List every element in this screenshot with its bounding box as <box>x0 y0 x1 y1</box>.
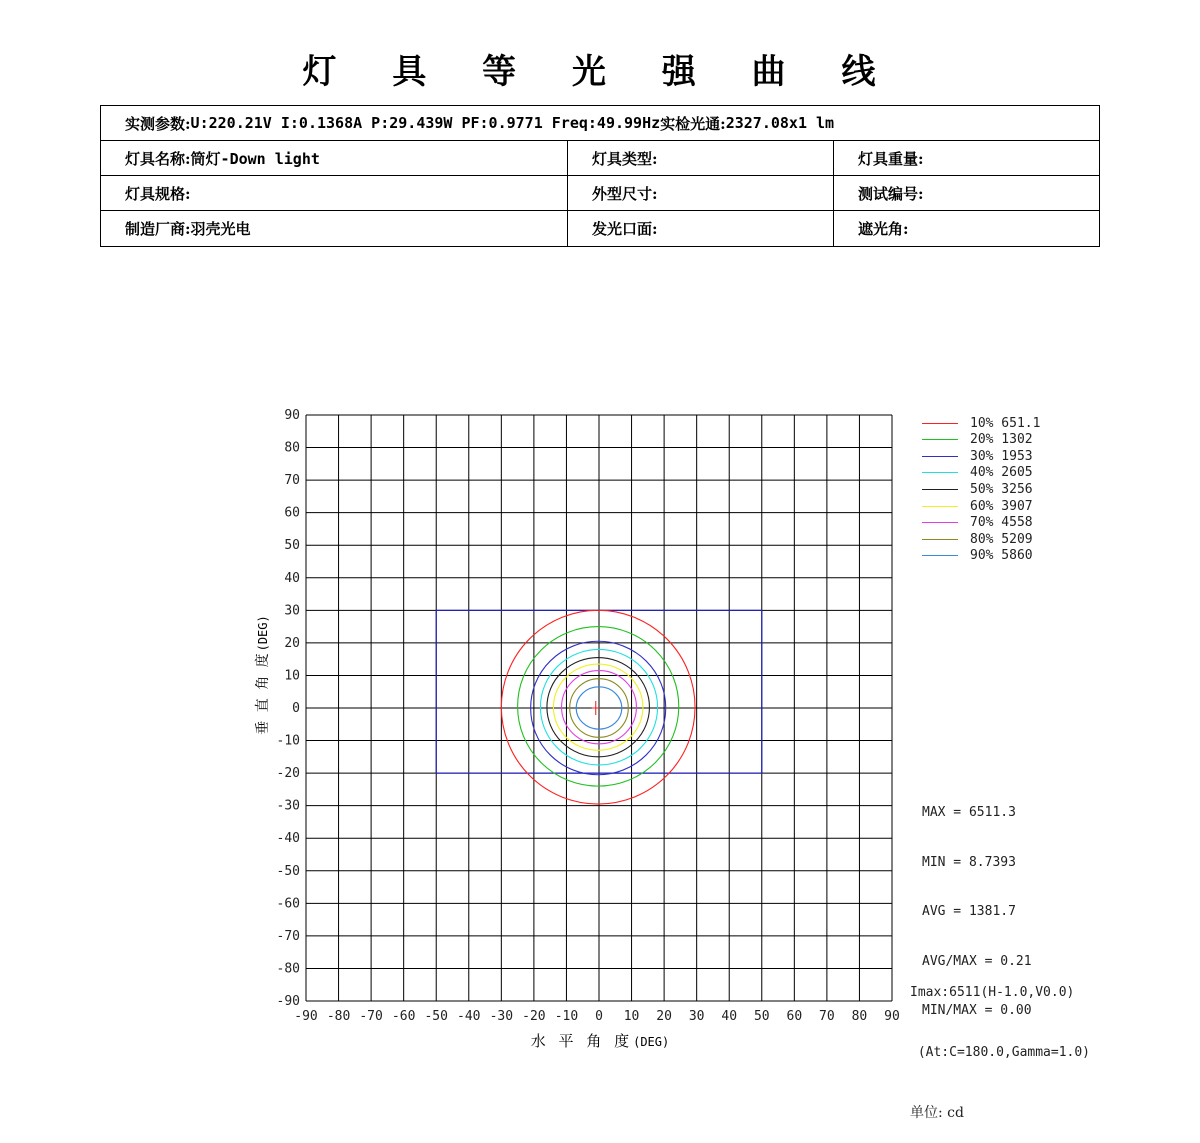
contour-5 <box>547 658 650 757</box>
x-tick-17: 80 <box>851 1009 868 1024</box>
imax-line2: (At:C=180.0,Gamma=1.0) <box>910 1045 1091 1060</box>
x-tick-14: 50 <box>753 1009 770 1024</box>
legend-label-5: 50% 3256 <box>970 481 1033 497</box>
legend-label-4: 40% 2605 <box>970 465 1033 481</box>
legend-label-7: 70% 4558 <box>970 515 1033 531</box>
legend-item-2 <box>922 432 1033 448</box>
stat-max: MAX = 6511.3 <box>922 805 1016 820</box>
x-tick-1: -80 <box>326 1009 351 1024</box>
legend-label-9: 90% 5860 <box>970 548 1033 564</box>
y-tick-11: -20 <box>276 766 300 782</box>
legend-swatch-5 <box>922 489 958 490</box>
legend-label-6: 60% 3907 <box>970 498 1033 514</box>
imax-block <box>910 943 1090 1143</box>
legend-swatch-4 <box>922 472 958 473</box>
legend-item-7 <box>922 515 1033 531</box>
contour-lines <box>501 610 695 804</box>
y-tick-17: -80 <box>276 961 300 977</box>
unit-label: 单位: cd <box>910 1105 964 1121</box>
legend-swatch-8 <box>922 539 958 540</box>
flux-key: 实检光通: <box>660 114 726 133</box>
legend-label-3: 30% 1953 <box>970 448 1033 464</box>
x-tick-labels <box>294 1009 900 1024</box>
y-tick-7: 20 <box>284 635 300 651</box>
x-tick-10: 10 <box>623 1009 640 1024</box>
stat-min-max: MIN/MAX = 0.00 <box>922 1003 1032 1018</box>
legend-swatch-1 <box>922 423 958 424</box>
x-tick-6: -30 <box>489 1009 514 1024</box>
legend-item-9 <box>922 548 1033 564</box>
imax-line1: Imax:6511(H-1.0,V0.0) <box>910 985 1075 1000</box>
flux-value: 2327.08x1 lm <box>725 114 835 132</box>
name-key: 灯具名称: <box>125 149 191 168</box>
y-tick-0: 90 <box>284 408 300 423</box>
legend-swatch-7 <box>922 522 958 523</box>
legend-item-4 <box>922 465 1033 481</box>
name-value: 筒灯-Down light <box>190 149 320 168</box>
y-tick-4: 50 <box>284 538 300 554</box>
stat-min: MIN = 8.7393 <box>922 854 1016 870</box>
x-tick-3: -60 <box>391 1009 416 1024</box>
x-tick-18: 90 <box>884 1009 900 1024</box>
x-tick-9: 0 <box>595 1009 603 1024</box>
y-tick-10: -10 <box>276 733 300 749</box>
x-tick-15: 60 <box>786 1009 803 1024</box>
legend-item-6 <box>922 498 1033 514</box>
maker-key: 制造厂商: <box>125 220 191 238</box>
spec-key: 灯具规格: <box>125 184 191 203</box>
y-tick-18: -90 <box>276 994 300 1009</box>
weight-key: 灯具重量: <box>858 149 924 168</box>
size-key: 外型尺寸: <box>592 184 658 203</box>
y-tick-6: 30 <box>284 603 300 619</box>
stat-avg-max: AVG/MAX = 0.21 <box>922 953 1032 969</box>
legend-item-8 <box>922 531 1033 547</box>
x-axis-label: 水 平 角 度(DEG) <box>530 1032 670 1050</box>
legend-label-8: 80% 5209 <box>970 531 1033 547</box>
x-tick-16: 70 <box>819 1009 835 1024</box>
type-key: 灯具类型: <box>592 149 658 168</box>
legend-label-1: 10% 651.1 <box>970 415 1041 431</box>
y-tick-13: -40 <box>276 831 300 847</box>
y-tick-8: 10 <box>284 668 300 684</box>
legend-swatch-6 <box>922 506 958 507</box>
legend-swatch-2 <box>922 439 958 440</box>
emit-key: 发光口面: <box>592 220 658 238</box>
y-tick-12: -30 <box>276 798 300 814</box>
x-tick-8: -10 <box>554 1009 579 1024</box>
x-tick-0: -90 <box>294 1009 318 1024</box>
x-tick-2: -70 <box>359 1009 383 1024</box>
legend-item-5 <box>922 481 1033 497</box>
testno-key: 测试编号: <box>858 184 924 203</box>
contour-2 <box>518 627 679 787</box>
measure-key: 实测参数: <box>125 114 191 133</box>
x-tick-11: 20 <box>656 1009 672 1024</box>
y-tick-5: 40 <box>284 570 300 586</box>
y-axis-label: 垂 直 角 度(DEG) <box>255 615 271 735</box>
y-tick-16: -70 <box>276 928 300 944</box>
measure-value: U:220.21V I:0.1368A P:29.439W PF:0.9771 Freq:49.99Hz <box>190 114 661 132</box>
x-tick-7: -20 <box>522 1009 546 1024</box>
y-tick-3: 60 <box>284 505 300 521</box>
y-tick-14: -50 <box>276 863 300 879</box>
legend-swatch-3 <box>922 456 958 457</box>
y-tick-2: 70 <box>284 473 300 489</box>
shade-key: 遮光角: <box>858 220 909 238</box>
x-tick-12: 30 <box>688 1009 705 1024</box>
y-tick-1: 80 <box>284 440 300 456</box>
legend-swatch-9 <box>922 555 958 556</box>
maker-value: 羽壳光电 <box>190 220 251 238</box>
legend-label-2: 20% 1302 <box>970 432 1033 448</box>
y-axis-label-wrap <box>230 560 290 790</box>
y-tick-15: -60 <box>276 896 300 912</box>
x-tick-5: -40 <box>457 1009 481 1024</box>
legend-item-3 <box>922 448 1033 464</box>
legend-item-1 <box>922 415 1040 431</box>
y-tick-9: 0 <box>292 701 300 716</box>
stat-avg: AVG = 1381.7 <box>922 904 1016 919</box>
x-tick-4: -50 <box>424 1009 448 1024</box>
page-title: 灯 具 等 光 强 曲 线 <box>302 52 898 92</box>
x-tick-13: 40 <box>721 1009 738 1024</box>
